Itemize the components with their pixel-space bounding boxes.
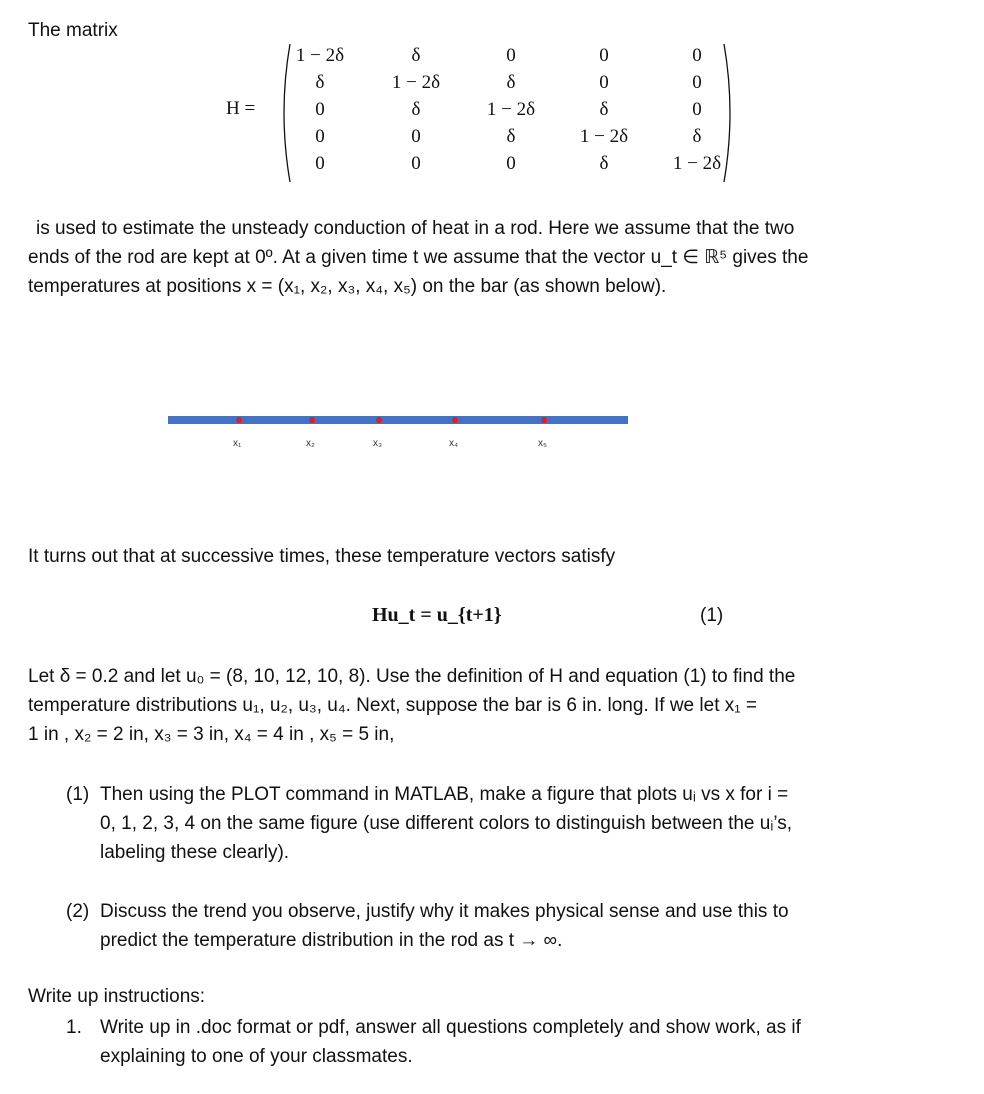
matrix-row	[286, 125, 716, 149]
rod-point-marker	[236, 417, 242, 423]
matrix-cell: δ	[315, 72, 325, 93]
paragraph-task	[28, 662, 795, 749]
matrix-cell: 0	[315, 126, 325, 147]
rod-position-label: x₂	[306, 438, 315, 449]
matrix-cell: 0	[599, 45, 609, 66]
item-number: 1.	[66, 1017, 82, 1038]
question-item	[66, 897, 966, 955]
text-line: predict the temperature distribution in the rod as t → ∞.	[100, 930, 563, 951]
matrix-lhs: H =	[226, 98, 256, 119]
matrix-cell: δ	[599, 153, 609, 174]
text-line: explaining to one of your classmates.	[100, 1046, 413, 1067]
item-number: (1)	[66, 784, 90, 805]
matrix-cell: 0	[692, 99, 702, 120]
matrix-cell: δ	[411, 45, 421, 66]
matrix-cell: 0	[692, 72, 702, 93]
rod-point-marker	[541, 417, 547, 423]
matrix-cell: δ	[692, 126, 702, 147]
matrix-cell: 1 − 2δ	[486, 99, 536, 120]
text-line: temperatures at positions x = (x₁, x₂, x₃, x₄, x₅) on the bar (as shown below).	[28, 276, 667, 297]
text-line: 0, 1, 2, 3, 4 on the same figure (use different colors to distinguish between the uᵢ’s,	[100, 813, 792, 834]
rod-position-label: x₃	[373, 438, 383, 449]
matrix-cell: 1 − 2δ	[295, 45, 345, 66]
equation-number: (1)	[700, 605, 724, 626]
matrix-row	[286, 71, 716, 95]
matrix-body	[286, 44, 726, 184]
matrix-cell: δ	[506, 72, 516, 93]
text-line: temperature distributions u₁, u₂, u₃, u₄. Next, suppose the bar is 6 in. long. If we let x₁ =	[28, 695, 758, 716]
rod-point-marker	[376, 417, 382, 423]
paragraph-relation: It turns out that at successive times, these temperature vectors satisfy	[28, 546, 616, 567]
text-line: 1 in , x₂ = 2 in, x₃ = 3 in, x₄ = 4 in , x₅ = 5 in,	[28, 724, 395, 745]
paragraph-description	[28, 214, 808, 301]
matrix-row	[286, 44, 716, 68]
matrix-cell: 0	[692, 45, 702, 66]
question-item	[66, 780, 966, 867]
text-line: labeling these clearly).	[100, 842, 290, 863]
matrix-cell: δ	[506, 126, 516, 147]
intro-text: The matrix	[28, 20, 118, 41]
text-line: Discuss the trend you observe, justify why it makes physical sense and use this to	[100, 901, 789, 922]
rod-point-marker	[452, 417, 458, 423]
text-line: Write up in .doc format or pdf, answer all questions completely and show work, as if	[100, 1017, 801, 1038]
rod-point-marker	[309, 417, 315, 423]
rod-position-label: x₁	[233, 438, 242, 449]
matrix-cell: 0	[506, 45, 516, 66]
matrix-cell: 0	[315, 153, 325, 174]
text-line: Let δ = 0.2 and let u₀ = (8, 10, 12, 10, 8). Use the definition of H and equation (1) to find the	[28, 666, 796, 687]
rod-position-label: x₄	[449, 438, 459, 449]
matrix-cell: 0	[506, 153, 516, 174]
matrix-cell: 1 − 2δ	[391, 72, 441, 93]
matrix-cell: 0	[599, 72, 609, 93]
matrix-cell: 1 − 2δ	[672, 153, 722, 174]
writeup-item	[66, 1013, 966, 1071]
matrix-cell: 0	[411, 126, 421, 147]
text-line: is used to estimate the unsteady conduction of heat in a rod. Here we assume that the two	[36, 218, 795, 239]
matrix-cell: 0	[411, 153, 421, 174]
matrix-cell: δ	[599, 99, 609, 120]
item-number: (2)	[66, 901, 90, 922]
text-line: ends of the rod are kept at 0º. At a given time t we assume that the vector u_t ∈ ℝ⁵ gives the	[28, 247, 809, 268]
matrix-row	[286, 152, 722, 176]
matrix-cell: 1 − 2δ	[579, 126, 629, 147]
equation: Hu_t = u_{t+1}	[372, 604, 502, 626]
matrix-row	[286, 98, 716, 122]
rod-position-label: x₅	[538, 438, 548, 449]
writeup-heading: Write up instructions:	[28, 986, 206, 1007]
matrix-cell: δ	[411, 99, 421, 120]
text-line: Then using the PLOT command in MATLAB, make a figure that plots uᵢ vs x for i =	[100, 784, 789, 805]
matrix-cell: 0	[315, 99, 325, 120]
